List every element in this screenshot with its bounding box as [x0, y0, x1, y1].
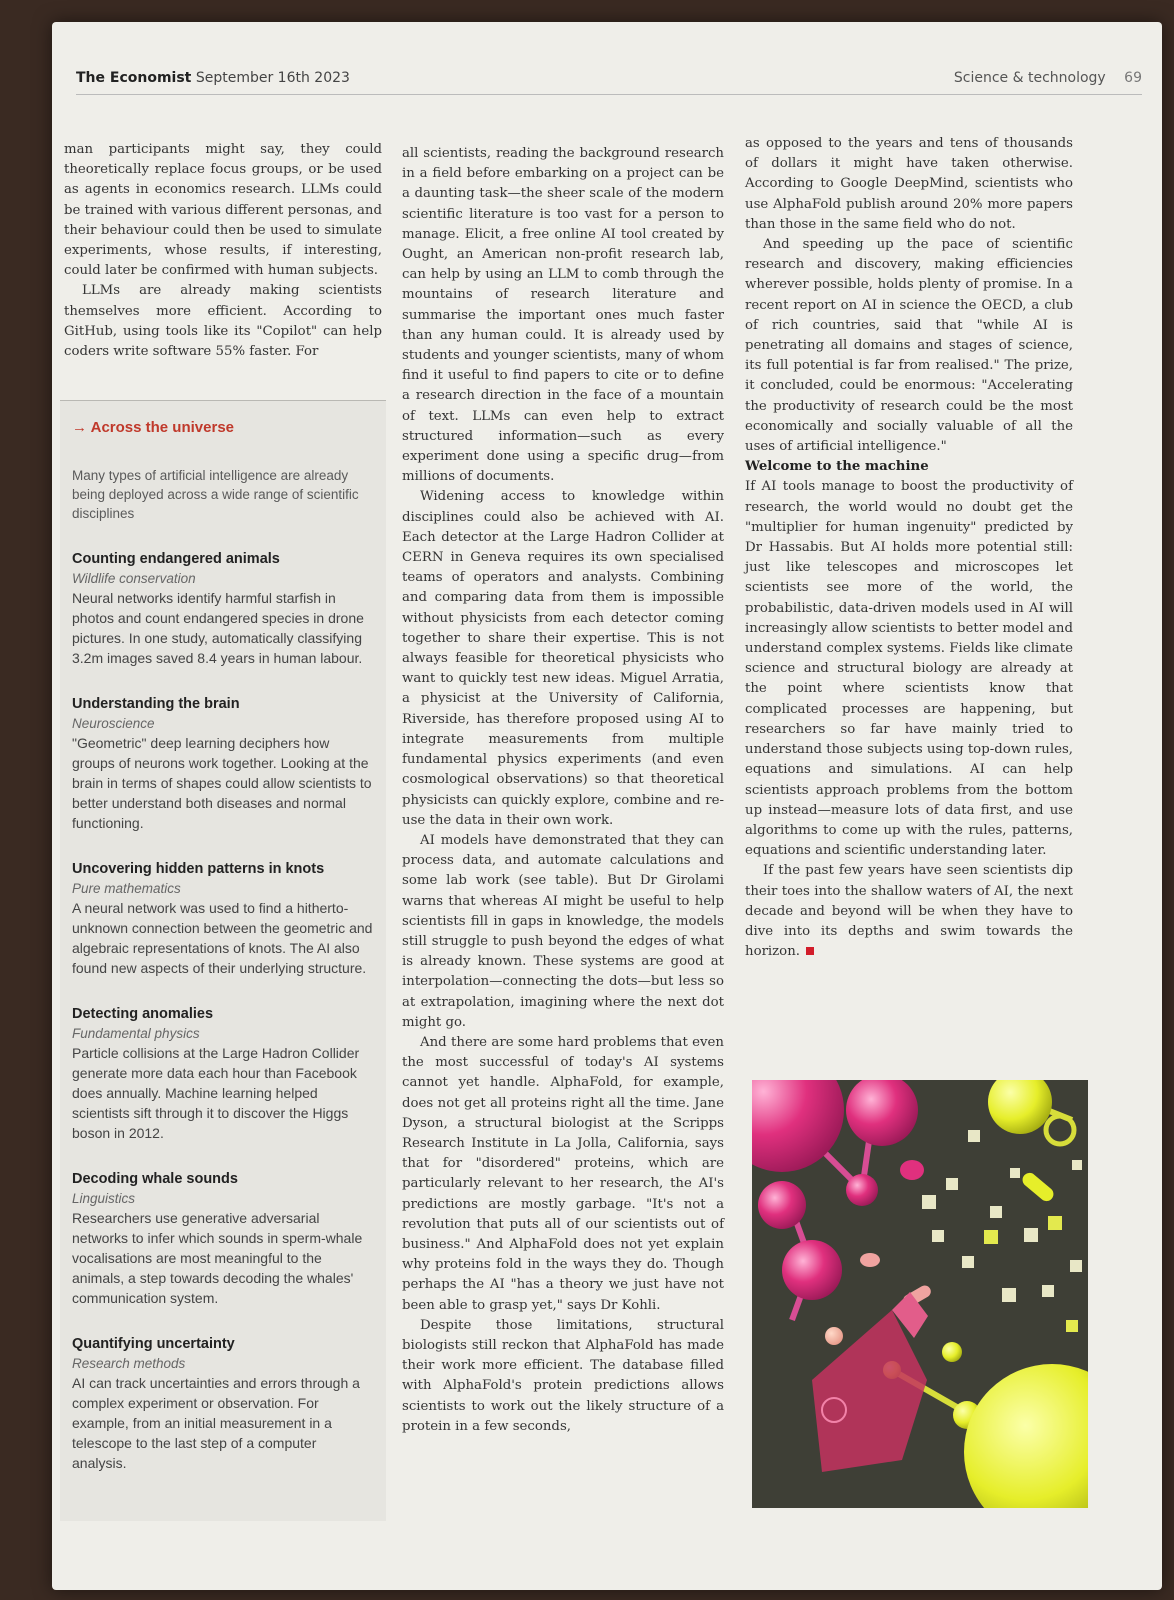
paragraph: If AI tools manage to boost the productivity of research, the world would no doubt get the "multiplier for human ingenuity" predicted by Dr Hassabis. But AI holds more potential still: just like telescopes and microscopes let scientists see more of the world, the probabilistic, data-driven models used in AI will increasingly allow scientists to better model and understand complex systems. Fields like climate science and structural biology are already at the point where scientists know that complicated processes are happening, but researchers so far have mainly tried to understand those subjects using top-down rules, equations and simulations. AI can help scientists approach problems from the bottom up instead—measure lots of data first, and use algorithms to come up with the rules, patterns, equations and scientific understanding later.	[745, 479, 1073, 859]
paragraph: Widening access to knowledge within disciplines could also be achieved with AI. Each detector at the Large Hadron Collider at CERN in Geneva requires its own specialised teams of operators and analysts. Combining and comparing data from them is impossible without physicists from each detector coming together to share their expertise. This is not always feasible for theoretical physicists who want to quickly test new ideas. Miguel Arratia, a physicist at the University of California, Riverside, has therefore proposed using AI to integrate measurements from multiple fundamental physics experiments (and even cosmological observations) so that theoretical physicists can quickly explore, combine and re-use the data in their own work.	[402, 489, 724, 828]
sidebar-item-title: Understanding the brain	[72, 696, 240, 712]
sidebar-item-title: Detecting anomalies	[72, 1006, 214, 1022]
paragraph: all scientists, reading the background research in a field before embarking on a project can be a daunting task—the sheer scale of the modern scientific literature is too vast for a person to manage. Elicit, a free online AI tool created by Ought, an American non-profit research lab, can help by using an LLM to comb through the mountains of research literature and summarise the important ones much faster than any human could. It is already used by students and younger scientists, many of whom find it useful to find papers to cite or to define a research direction in the face of a mountain of text. LLMs can even help to extract structured information—such as every experiment done using a specific drug—from millions of documents.	[402, 146, 724, 485]
paragraph: Despite those limitations, structural biologists still reckon that AlphaFold has made their work more efficient. The database filled with AlphaFold's protein predictions allows scientists to work out the likely structure of a protein in a few seconds,	[402, 1317, 724, 1434]
column-1	[64, 140, 382, 362]
sidebar-item-title: Decoding whale sounds	[72, 1171, 238, 1187]
sidebar-item-body: AI can track uncertainties and errors through a complex experiment or observation. For example, from an initial measurement in a telescope to the last step of a computer analysis.	[72, 1375, 360, 1471]
pink-pill	[860, 1253, 880, 1267]
sidebar-item-body: Researchers use generative adversarial networks to infer which sounds in sperm-whale vocalisations are most meaningful to the animals, a step towards decoding the whales' communication system.	[72, 1210, 363, 1306]
paragraph: LLMs are already making scientists themselves more efficient. According to GitHub, using tools like its "Copilot" can help coders write software 55% faster. For	[64, 283, 382, 360]
sidebar-item	[72, 549, 374, 668]
sidebar-title: → Across the universe	[72, 419, 235, 436]
magenta-atom	[782, 1240, 842, 1300]
paragraph: man participants might say, they could theoretically replace focus groups, or be used as agents in economics research. LLMs could be trained with various different personas, and their behaviour could then be used to simulate experiments, whose results, if interesting, could later be confirmed with human subjects.	[64, 142, 382, 279]
magenta-atom	[846, 1174, 878, 1206]
sidebar-item-field: Pure mathematics	[72, 881, 181, 896]
sidebar-item	[72, 694, 374, 833]
running-head	[76, 70, 1142, 95]
publication-name: The Economist	[76, 70, 192, 86]
sidebar-item-body: A neural network was used to find a hitherto-unknown connection between the geometric and algebraic representations of knots. The AI also found new aspects of their underlying structure.	[72, 900, 373, 976]
subheading: Welcome to the machine	[745, 459, 929, 475]
magazine-page	[52, 22, 1162, 1590]
sidebar-intro: Many types of artificial intelligence are already being deployed across a wide range of scientific disciplines	[72, 468, 359, 521]
sidebar-item-body: "Geometric" deep learning deciphers how groups of neurons work together. Looking at the brain in terms of shapes could allow scientists to better understand both diseases and normal functioning.	[72, 735, 372, 831]
sidebar-item-field: Neuroscience	[72, 716, 155, 731]
magenta-atom	[758, 1181, 806, 1229]
paragraph: AI models have demonstrated that they can process data, and automate calculations and some lab work (see table). But Dr Girolami warns that whereas AI might be useful to help scientists fill in gaps in knowledge, the models still struggle to push beyond the edges of what is already known. These systems are good at interpolation—connecting the dots—but less so at extrapolation, imagining where the next dot might go.	[402, 832, 724, 1030]
pink-capsule	[900, 1160, 924, 1180]
sidebar-item-title: Counting endangered animals	[72, 551, 280, 567]
sidebar-item-field: Research methods	[72, 1356, 186, 1371]
section-name: Science & technology	[953, 70, 1106, 86]
small-atom	[825, 1327, 843, 1345]
sidebar-item-field: Fundamental physics	[72, 1026, 200, 1041]
molecule-illustration-svg	[752, 1080, 1088, 1508]
sidebar-item-body: Particle collisions at the Large Hadron Collider generate more data each hour than Facebook does annually. Machine learning helped scientists sift through it to discover the Higgs boson in 2012.	[72, 1045, 360, 1141]
sidebar-item	[72, 1169, 374, 1308]
paragraph: as opposed to the years and tens of thousands of dollars it might have taken otherwise. According to Google DeepMind, scientists who use AlphaFold publish around 20% more papers than those in the same field who do not.	[745, 136, 1073, 232]
final-paragraph-text: If the past few years have seen scientists dip their toes into the shallow waters of AI, the next decade and beyond will be when they have to dive into its depths and swim towards the horizon.	[745, 863, 1073, 960]
sidebar-item-field: Wildlife conservation	[72, 571, 196, 586]
end-mark-icon	[806, 947, 814, 955]
sidebar-across-the-universe	[60, 400, 386, 1521]
yellow-atom	[942, 1342, 962, 1362]
molecule-illustration	[752, 1080, 1088, 1508]
paragraph	[745, 861, 1073, 962]
sidebar-item	[72, 859, 374, 978]
sidebar-item-body: Neural networks identify harmful starfish in photos and count endangered species in drone pictures. In one study, automatically classifying 3.2m images saved 8.4 years in human labour.	[72, 590, 364, 666]
paragraph: And speeding up the pace of scientific research and discovery, making efficiencies wherever possible, holds plenty of promise. In a recent report on AI in science the OECD, a club of rich countries, said that "while AI is penetrating all domains and stages of science, its full potential is far from realised." The prize, it concluded, could be enormous: "Accelerating the productivity of research could be the most economically and socially valuable of all the uses of artificial intelligence."	[745, 237, 1073, 455]
column-3	[745, 134, 1073, 962]
sidebar-item-title: Uncovering hidden patterns in knots	[72, 861, 325, 877]
sidebar-item	[72, 1334, 374, 1473]
sidebar-item	[72, 1004, 374, 1143]
issue-date: September 16th 2023	[195, 70, 350, 86]
sidebar-item-title: Quantifying uncertainty	[72, 1336, 235, 1352]
page-number: 69	[1124, 70, 1142, 86]
sidebar-item-field: Linguistics	[72, 1191, 136, 1206]
paragraph: And there are some hard problems that even the most successful of today's AI systems cannot yet handle. AlphaFold, for example, does not get all proteins right all the time. Jane Dyson, a structural biologist at the Scripps Research Institute in La Jolla, California, says that for "disordered" proteins, which are particularly relevant to her research, the AI's predictions are mostly garbage. "It's not a revolution that puts all of our scientists out of business." And AlphaFold does not yet explain why proteins fold in the ways they do. Though perhaps the AI "has a theory we just have not been able to grasp yet," says Dr Kohli.	[402, 1034, 724, 1313]
column-2	[402, 144, 724, 1437]
